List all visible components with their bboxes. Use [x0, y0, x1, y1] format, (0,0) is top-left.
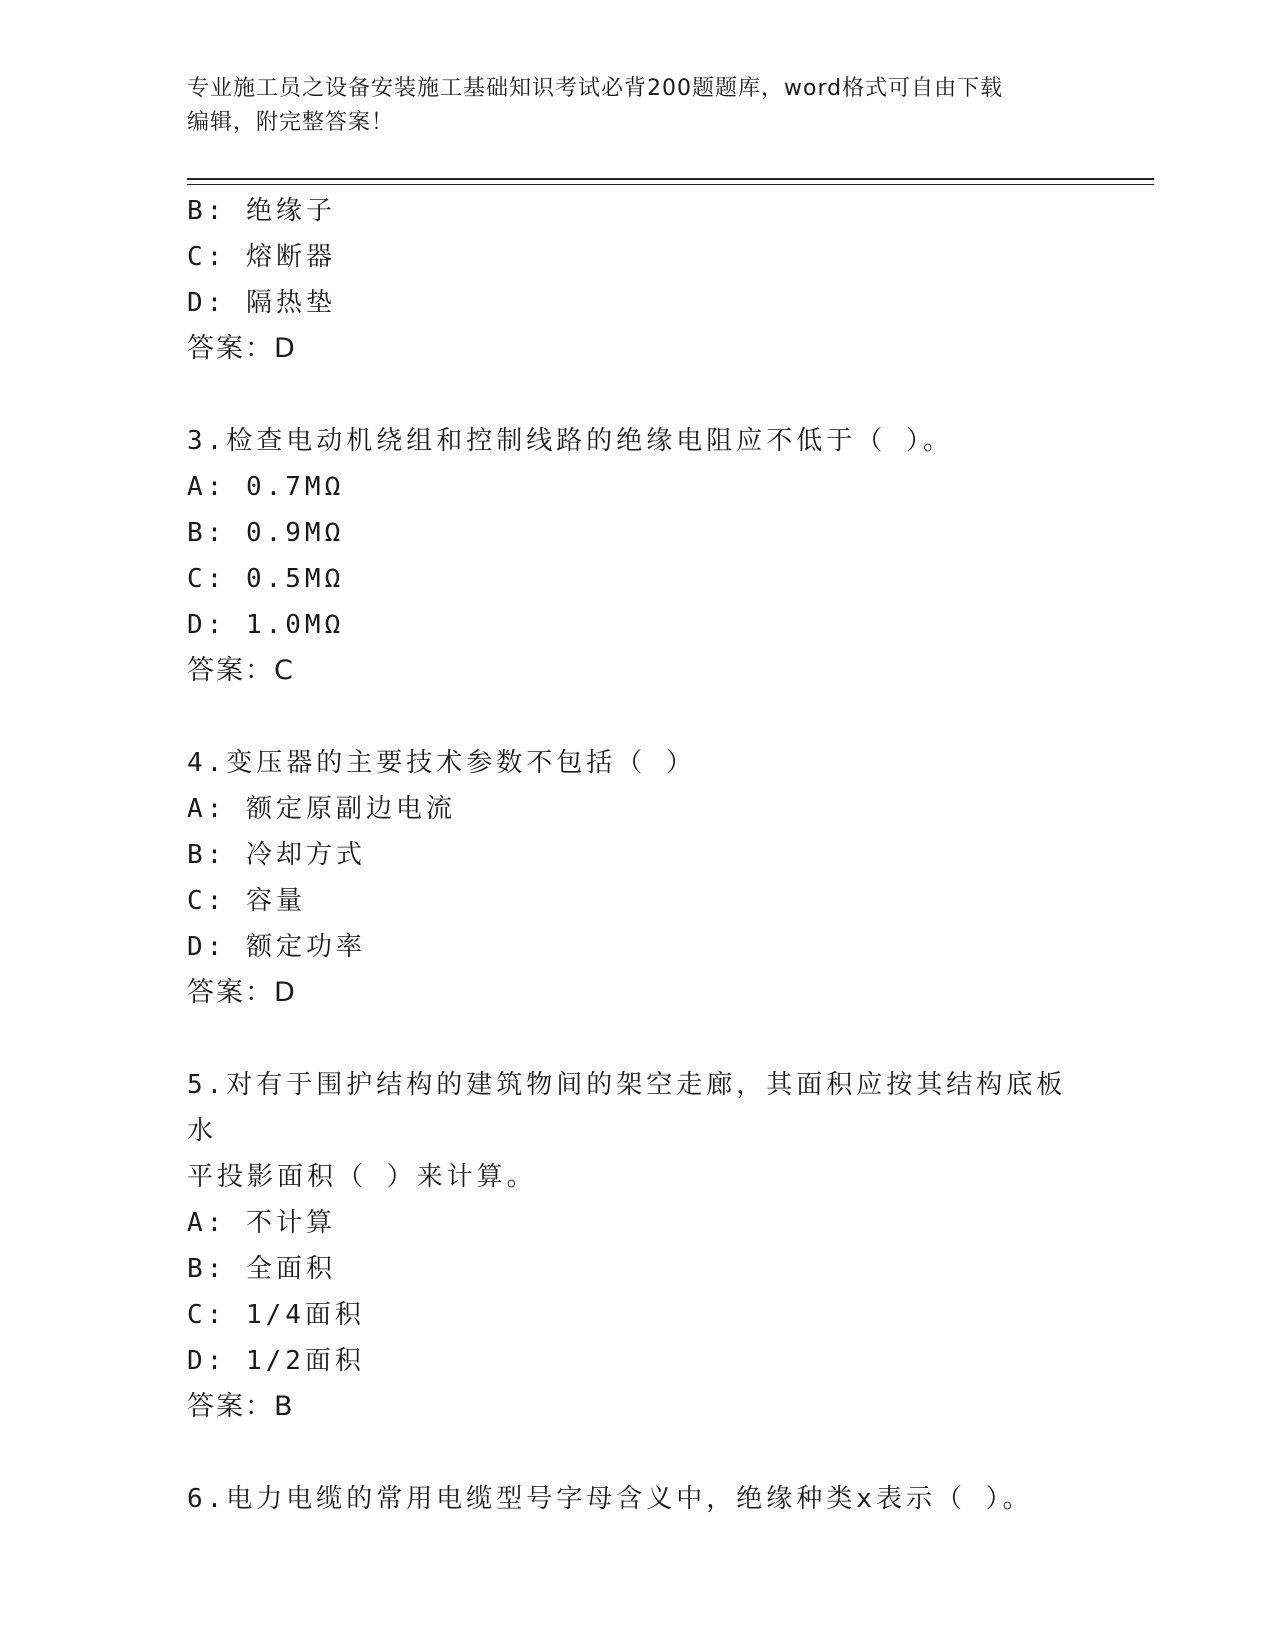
header-title-line-1: 专业施工员之设备安装施工基础知识考试必背200题题库，word格式可自由下载 [187, 76, 1004, 101]
document-header [187, 72, 1087, 140]
option-c: C: 熔断器 [187, 242, 336, 272]
option-d: D: 1/2面积 [187, 1346, 365, 1376]
spacer [187, 694, 1087, 740]
option-d: D: 隔热垫 [187, 288, 336, 318]
header-divider-thin [187, 184, 1154, 185]
option-a: A: 0.7MΩ [187, 472, 345, 502]
answer-line: 答案：D [187, 333, 297, 364]
option-c: C: 0.5MΩ [187, 564, 345, 594]
answer-line: 答案：B [187, 1391, 295, 1422]
question-3-block [187, 418, 1087, 694]
option-d: D: 额定功率 [187, 932, 366, 962]
answer-line: 答案：D [187, 977, 297, 1008]
option-b: B: 全面积 [187, 1254, 336, 1284]
option-c: C: 容量 [187, 886, 306, 916]
option-b: B: 绝缘子 [187, 196, 336, 226]
option-d: D: 1.0MΩ [187, 610, 345, 640]
question-stem-line-2: 平投影面积（ ）来计算。 [187, 1162, 537, 1192]
question-stem: 4.变压器的主要技术参数不包括（ ） [187, 748, 696, 778]
header-title-line-2: 编辑，附完整答案！ [187, 110, 395, 135]
question-stem: 3.检查电动机绕组和控制线路的绝缘电阻应不低于（ ）。 [187, 426, 953, 456]
question-stem-line-1: 5.对有于围护结构的建筑物间的架空走廊，其面积应按其结构底板水 [187, 1070, 1067, 1146]
option-a: A: 不计算 [187, 1208, 336, 1238]
question-6-block [187, 1476, 1087, 1522]
option-c: C: 1/4面积 [187, 1300, 365, 1330]
question-4-block [187, 740, 1087, 1016]
spacer [187, 1430, 1087, 1476]
question-list [187, 188, 1087, 1522]
header-divider-thick [187, 178, 1154, 180]
question-5-block [187, 1062, 1087, 1430]
question-stem: 6.电力电缆的常用电缆型号字母含义中，绝缘种类x表示（ ）。 [187, 1484, 1033, 1514]
question-2-block [187, 188, 1087, 372]
option-b: B: 冷却方式 [187, 840, 366, 870]
option-b: B: 0.9MΩ [187, 518, 345, 548]
answer-line: 答案：C [187, 655, 295, 686]
option-a: A: 额定原副边电流 [187, 794, 456, 824]
spacer [187, 1016, 1087, 1062]
spacer [187, 372, 1087, 418]
